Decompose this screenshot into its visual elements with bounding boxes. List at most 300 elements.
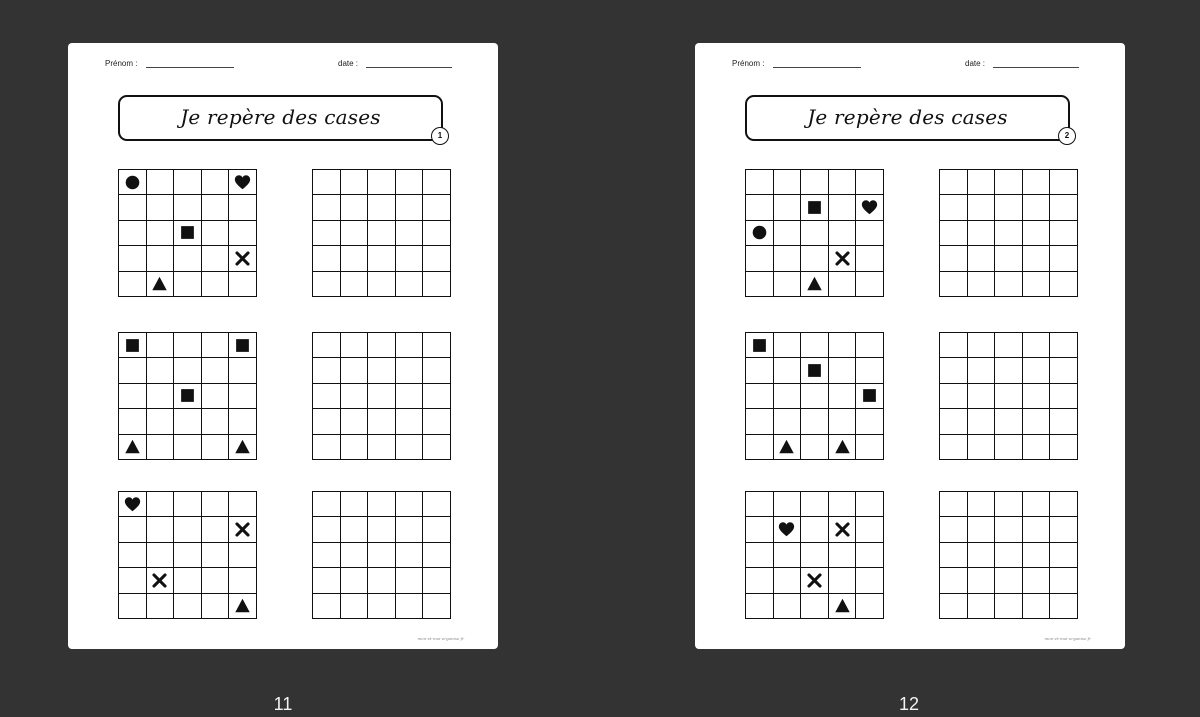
grid-cell bbox=[801, 568, 829, 593]
grid-cell bbox=[313, 594, 341, 619]
heart-icon bbox=[778, 521, 795, 538]
grid-cell bbox=[995, 195, 1023, 220]
grid-cell bbox=[174, 568, 202, 593]
grid-cell bbox=[746, 195, 774, 220]
grid-cell bbox=[829, 246, 857, 271]
grid-cell bbox=[940, 568, 968, 593]
grid-cell bbox=[940, 246, 968, 271]
grid-cell bbox=[801, 384, 829, 409]
grid-cell bbox=[368, 384, 396, 409]
grid-cell bbox=[856, 272, 884, 297]
grid-cell bbox=[341, 358, 369, 383]
grid-cell bbox=[968, 568, 996, 593]
grid-cell bbox=[1050, 517, 1078, 542]
triangle-icon bbox=[834, 438, 851, 455]
grid-cell bbox=[1050, 246, 1078, 271]
grid-cell bbox=[423, 492, 451, 517]
grid-cell bbox=[940, 594, 968, 619]
grid-cell bbox=[396, 272, 424, 297]
title-banner bbox=[118, 95, 443, 141]
grid-cell bbox=[368, 333, 396, 358]
worksheet-page-2 bbox=[695, 43, 1125, 649]
heart-icon bbox=[124, 496, 141, 513]
grid-cell bbox=[341, 517, 369, 542]
grid-cell bbox=[968, 221, 996, 246]
footer-credit: mon-et-moi-organise.fr bbox=[1044, 636, 1091, 641]
grid-cell bbox=[774, 221, 802, 246]
grid-cell bbox=[774, 594, 802, 619]
grid-cell bbox=[968, 246, 996, 271]
square-icon bbox=[806, 199, 823, 216]
grid-cell bbox=[147, 221, 175, 246]
grid-cell bbox=[856, 221, 884, 246]
grid-cell bbox=[202, 272, 230, 297]
grid-cell bbox=[968, 333, 996, 358]
grid-cell bbox=[856, 358, 884, 383]
grid-cell bbox=[856, 170, 884, 195]
grid-cell bbox=[801, 435, 829, 460]
grid-cell bbox=[423, 409, 451, 434]
grid-cell bbox=[968, 492, 996, 517]
grid-cell bbox=[147, 246, 175, 271]
grid-cell bbox=[940, 221, 968, 246]
grid-cell bbox=[423, 358, 451, 383]
grid-cell bbox=[119, 195, 147, 220]
grid-cell bbox=[774, 246, 802, 271]
grid-cell bbox=[423, 195, 451, 220]
grid-cell bbox=[229, 384, 257, 409]
grid-cell bbox=[229, 170, 257, 195]
grid-cell bbox=[396, 384, 424, 409]
worksheet-page-1 bbox=[68, 43, 498, 649]
footer-credit: mon-et-moi-organise.fr bbox=[417, 636, 464, 641]
grid-cell bbox=[856, 435, 884, 460]
worksheet-number-badge: 2 bbox=[1058, 127, 1076, 145]
grid-cell bbox=[940, 543, 968, 568]
grid-cell bbox=[746, 221, 774, 246]
grid-cell bbox=[396, 435, 424, 460]
grid-cell bbox=[396, 358, 424, 383]
grid-cell bbox=[341, 409, 369, 434]
date-line bbox=[993, 67, 1079, 68]
grid-cell bbox=[1023, 170, 1051, 195]
grid-cell bbox=[746, 272, 774, 297]
grid-cell bbox=[1023, 543, 1051, 568]
grid-cell bbox=[940, 517, 968, 542]
grid-cell bbox=[801, 517, 829, 542]
grid-cell bbox=[829, 358, 857, 383]
grid-cell bbox=[1023, 492, 1051, 517]
grid-cell bbox=[396, 221, 424, 246]
triangle-icon bbox=[234, 597, 251, 614]
grid-cell bbox=[1023, 272, 1051, 297]
grid-cell bbox=[801, 170, 829, 195]
grid-cell bbox=[774, 195, 802, 220]
date-label: date : bbox=[338, 59, 359, 68]
grid-cell bbox=[829, 435, 857, 460]
grid-cell bbox=[147, 195, 175, 220]
grid-model-3 bbox=[745, 491, 884, 619]
square-icon bbox=[179, 387, 196, 404]
grid-cell bbox=[995, 517, 1023, 542]
grid-cell bbox=[229, 492, 257, 517]
grid-cell bbox=[774, 492, 802, 517]
grid-cell bbox=[968, 195, 996, 220]
grid-cell bbox=[229, 195, 257, 220]
grid-model-2 bbox=[118, 332, 257, 460]
grid-answer-3 bbox=[939, 491, 1078, 619]
grid-cell bbox=[801, 594, 829, 619]
grid-model-1 bbox=[118, 169, 257, 297]
grid-cell bbox=[995, 358, 1023, 383]
grid-cell bbox=[341, 492, 369, 517]
grid-cell bbox=[174, 409, 202, 434]
grid-cell bbox=[774, 358, 802, 383]
grid-cell bbox=[801, 492, 829, 517]
square-icon bbox=[124, 337, 141, 354]
heart-icon bbox=[234, 174, 251, 191]
cross-icon bbox=[234, 250, 251, 267]
grid-cell bbox=[746, 568, 774, 593]
grid-cell bbox=[229, 435, 257, 460]
grid-cell bbox=[1023, 568, 1051, 593]
grid-cell bbox=[174, 246, 202, 271]
grid-cell bbox=[856, 333, 884, 358]
grid-answer-2 bbox=[312, 332, 451, 460]
grid-cell bbox=[968, 517, 996, 542]
prenom-label: Prénom : bbox=[105, 59, 138, 68]
cross-icon bbox=[806, 572, 823, 589]
grid-cell bbox=[396, 543, 424, 568]
grid-cell bbox=[368, 517, 396, 542]
grid-cell bbox=[774, 333, 802, 358]
grid-cell bbox=[341, 333, 369, 358]
grid-cell bbox=[746, 384, 774, 409]
date-label: date : bbox=[965, 59, 986, 68]
grid-cell bbox=[774, 384, 802, 409]
grid-cell bbox=[968, 384, 996, 409]
grid-cell bbox=[202, 195, 230, 220]
grid-cell bbox=[995, 435, 1023, 460]
grid-cell bbox=[746, 435, 774, 460]
heart-icon bbox=[861, 199, 878, 216]
grid-cell bbox=[746, 517, 774, 542]
grid-cell bbox=[396, 568, 424, 593]
grid-cell bbox=[829, 272, 857, 297]
grid-cell bbox=[202, 543, 230, 568]
triangle-icon bbox=[834, 597, 851, 614]
grid-cell bbox=[202, 221, 230, 246]
grid-cell bbox=[147, 409, 175, 434]
grid-cell bbox=[119, 170, 147, 195]
grid-cell bbox=[746, 170, 774, 195]
grid-cell bbox=[1050, 435, 1078, 460]
grid-cell bbox=[341, 170, 369, 195]
grid-cell bbox=[202, 409, 230, 434]
grid-cell bbox=[1050, 358, 1078, 383]
grid-cell bbox=[396, 517, 424, 542]
grid-cell bbox=[119, 358, 147, 383]
grid-cell bbox=[968, 594, 996, 619]
grid-cell bbox=[174, 221, 202, 246]
grid-cell bbox=[856, 409, 884, 434]
grid-cell bbox=[423, 384, 451, 409]
grid-cell bbox=[940, 195, 968, 220]
grid-cell bbox=[229, 333, 257, 358]
grid-cell bbox=[313, 272, 341, 297]
grid-cell bbox=[119, 517, 147, 542]
grid-cell bbox=[147, 358, 175, 383]
grid-cell bbox=[229, 517, 257, 542]
page-number-label: 11 bbox=[273, 694, 293, 714]
grid-cell bbox=[774, 170, 802, 195]
worksheet-title: Je repère des cases bbox=[180, 105, 381, 129]
grid-cell bbox=[368, 195, 396, 220]
grid-cell bbox=[313, 333, 341, 358]
grid-cell bbox=[174, 594, 202, 619]
circle-icon bbox=[751, 224, 768, 241]
grid-cell bbox=[995, 272, 1023, 297]
grid-cell bbox=[174, 543, 202, 568]
grid-cell bbox=[119, 221, 147, 246]
grid-cell bbox=[341, 543, 369, 568]
grid-cell bbox=[313, 358, 341, 383]
grid-cell bbox=[368, 543, 396, 568]
grid-cell bbox=[940, 170, 968, 195]
square-icon bbox=[806, 362, 823, 379]
grid-cell bbox=[368, 272, 396, 297]
grid-cell bbox=[829, 384, 857, 409]
grid-cell bbox=[147, 517, 175, 542]
grid-cell bbox=[801, 246, 829, 271]
grid-cell bbox=[774, 568, 802, 593]
grid-cell bbox=[940, 409, 968, 434]
grid-cell bbox=[1023, 409, 1051, 434]
grid-cell bbox=[1023, 594, 1051, 619]
grid-cell bbox=[995, 543, 1023, 568]
grid-cell bbox=[774, 543, 802, 568]
grid-cell bbox=[119, 246, 147, 271]
grid-cell bbox=[368, 435, 396, 460]
grid-cell bbox=[396, 170, 424, 195]
grid-cell bbox=[829, 492, 857, 517]
grid-cell bbox=[119, 435, 147, 460]
cross-icon bbox=[234, 521, 251, 538]
grid-cell bbox=[229, 543, 257, 568]
grid-cell bbox=[829, 333, 857, 358]
grid-cell bbox=[1023, 333, 1051, 358]
grid-cell bbox=[229, 409, 257, 434]
grid-cell bbox=[174, 358, 202, 383]
grid-cell bbox=[174, 170, 202, 195]
grid-model-1 bbox=[745, 169, 884, 297]
grid-cell bbox=[968, 358, 996, 383]
grid-cell bbox=[746, 594, 774, 619]
grid-cell bbox=[368, 221, 396, 246]
grid-cell bbox=[829, 221, 857, 246]
grid-cell bbox=[202, 594, 230, 619]
grid-cell bbox=[423, 246, 451, 271]
grid-cell bbox=[995, 409, 1023, 434]
grid-cell bbox=[940, 384, 968, 409]
grid-cell bbox=[995, 594, 1023, 619]
grid-cell bbox=[1050, 384, 1078, 409]
grid-cell bbox=[229, 594, 257, 619]
grid-cell bbox=[202, 492, 230, 517]
grid-cell bbox=[801, 543, 829, 568]
grid-cell bbox=[774, 517, 802, 542]
grid-cell bbox=[995, 170, 1023, 195]
grid-cell bbox=[801, 272, 829, 297]
square-icon bbox=[861, 387, 878, 404]
grid-cell bbox=[313, 517, 341, 542]
grid-cell bbox=[119, 492, 147, 517]
grid-cell bbox=[202, 333, 230, 358]
grid-cell bbox=[746, 543, 774, 568]
grid-cell bbox=[774, 272, 802, 297]
grid-cell bbox=[995, 492, 1023, 517]
grid-cell bbox=[313, 409, 341, 434]
grid-cell bbox=[774, 435, 802, 460]
grid-cell bbox=[313, 221, 341, 246]
grid-cell bbox=[341, 435, 369, 460]
grid-cell bbox=[147, 492, 175, 517]
grid-cell bbox=[940, 492, 968, 517]
grid-cell bbox=[368, 594, 396, 619]
grid-cell bbox=[368, 246, 396, 271]
prenom-label: Prénom : bbox=[732, 59, 765, 68]
grid-cell bbox=[940, 272, 968, 297]
grid-cell bbox=[995, 221, 1023, 246]
grid-cell bbox=[396, 409, 424, 434]
grid-cell bbox=[856, 568, 884, 593]
grid-cell bbox=[1050, 594, 1078, 619]
grid-cell bbox=[147, 568, 175, 593]
grid-cell bbox=[368, 170, 396, 195]
grid-cell bbox=[396, 246, 424, 271]
grid-cell bbox=[119, 409, 147, 434]
grid-cell bbox=[174, 384, 202, 409]
grid-cell bbox=[423, 333, 451, 358]
grid-cell bbox=[1050, 568, 1078, 593]
grid-cell bbox=[174, 517, 202, 542]
grid-cell bbox=[174, 272, 202, 297]
grid-cell bbox=[968, 409, 996, 434]
grid-cell bbox=[1050, 272, 1078, 297]
square-icon bbox=[234, 337, 251, 354]
grid-cell bbox=[396, 492, 424, 517]
grid-cell bbox=[368, 568, 396, 593]
page-number-label: 12 bbox=[898, 694, 920, 714]
grid-cell bbox=[829, 170, 857, 195]
grid-cell bbox=[174, 195, 202, 220]
grid-cell bbox=[940, 435, 968, 460]
grid-cell bbox=[313, 170, 341, 195]
prenom-line bbox=[773, 67, 861, 68]
grid-cell bbox=[829, 195, 857, 220]
grid-cell bbox=[968, 543, 996, 568]
triangle-icon bbox=[151, 275, 168, 292]
grid-cell bbox=[229, 221, 257, 246]
square-icon bbox=[751, 337, 768, 354]
grid-cell bbox=[801, 409, 829, 434]
grid-cell bbox=[119, 333, 147, 358]
grid-cell bbox=[829, 517, 857, 542]
grid-cell bbox=[1023, 358, 1051, 383]
grid-cell bbox=[1050, 409, 1078, 434]
grid-cell bbox=[968, 272, 996, 297]
grid-answer-1 bbox=[312, 169, 451, 297]
grid-cell bbox=[396, 195, 424, 220]
grid-cell bbox=[995, 333, 1023, 358]
grid-cell bbox=[202, 517, 230, 542]
grid-cell bbox=[341, 272, 369, 297]
grid-cell bbox=[396, 594, 424, 619]
grid-cell bbox=[829, 568, 857, 593]
worksheet-number-badge: 1 bbox=[431, 127, 449, 145]
grid-cell bbox=[202, 384, 230, 409]
grid-cell bbox=[174, 492, 202, 517]
grid-cell bbox=[1023, 221, 1051, 246]
grid-cell bbox=[856, 594, 884, 619]
grid-cell bbox=[202, 246, 230, 271]
grid-model-2 bbox=[745, 332, 884, 460]
grid-cell bbox=[1023, 435, 1051, 460]
grid-cell bbox=[313, 435, 341, 460]
grid-cell bbox=[1050, 195, 1078, 220]
cross-icon bbox=[834, 521, 851, 538]
grid-cell bbox=[202, 170, 230, 195]
grid-cell bbox=[423, 594, 451, 619]
grid-cell bbox=[147, 384, 175, 409]
grid-cell bbox=[801, 221, 829, 246]
grid-cell bbox=[995, 568, 1023, 593]
grid-answer-1 bbox=[939, 169, 1078, 297]
grid-answer-3 bbox=[312, 491, 451, 619]
grid-cell bbox=[995, 384, 1023, 409]
grid-cell bbox=[147, 435, 175, 460]
grid-cell bbox=[313, 384, 341, 409]
grid-cell bbox=[313, 543, 341, 568]
grid-cell bbox=[119, 568, 147, 593]
grid-cell bbox=[856, 384, 884, 409]
grid-model-3 bbox=[118, 491, 257, 619]
grid-cell bbox=[202, 568, 230, 593]
grid-cell bbox=[423, 543, 451, 568]
grid-cell bbox=[856, 543, 884, 568]
grid-cell bbox=[313, 195, 341, 220]
grid-cell bbox=[119, 543, 147, 568]
grid-cell bbox=[313, 568, 341, 593]
grid-cell bbox=[995, 246, 1023, 271]
grid-cell bbox=[746, 246, 774, 271]
grid-cell bbox=[1050, 333, 1078, 358]
grid-cell bbox=[1050, 170, 1078, 195]
square-icon bbox=[179, 224, 196, 241]
grid-cell bbox=[229, 358, 257, 383]
grid-cell bbox=[1050, 543, 1078, 568]
grid-cell bbox=[147, 543, 175, 568]
worksheet-title: Je repère des cases bbox=[807, 105, 1008, 129]
triangle-icon bbox=[124, 438, 141, 455]
grid-cell bbox=[1050, 221, 1078, 246]
grid-cell bbox=[147, 170, 175, 195]
grid-cell bbox=[1023, 195, 1051, 220]
grid-cell bbox=[341, 246, 369, 271]
grid-cell bbox=[147, 333, 175, 358]
prenom-line bbox=[146, 67, 234, 68]
grid-cell bbox=[147, 594, 175, 619]
